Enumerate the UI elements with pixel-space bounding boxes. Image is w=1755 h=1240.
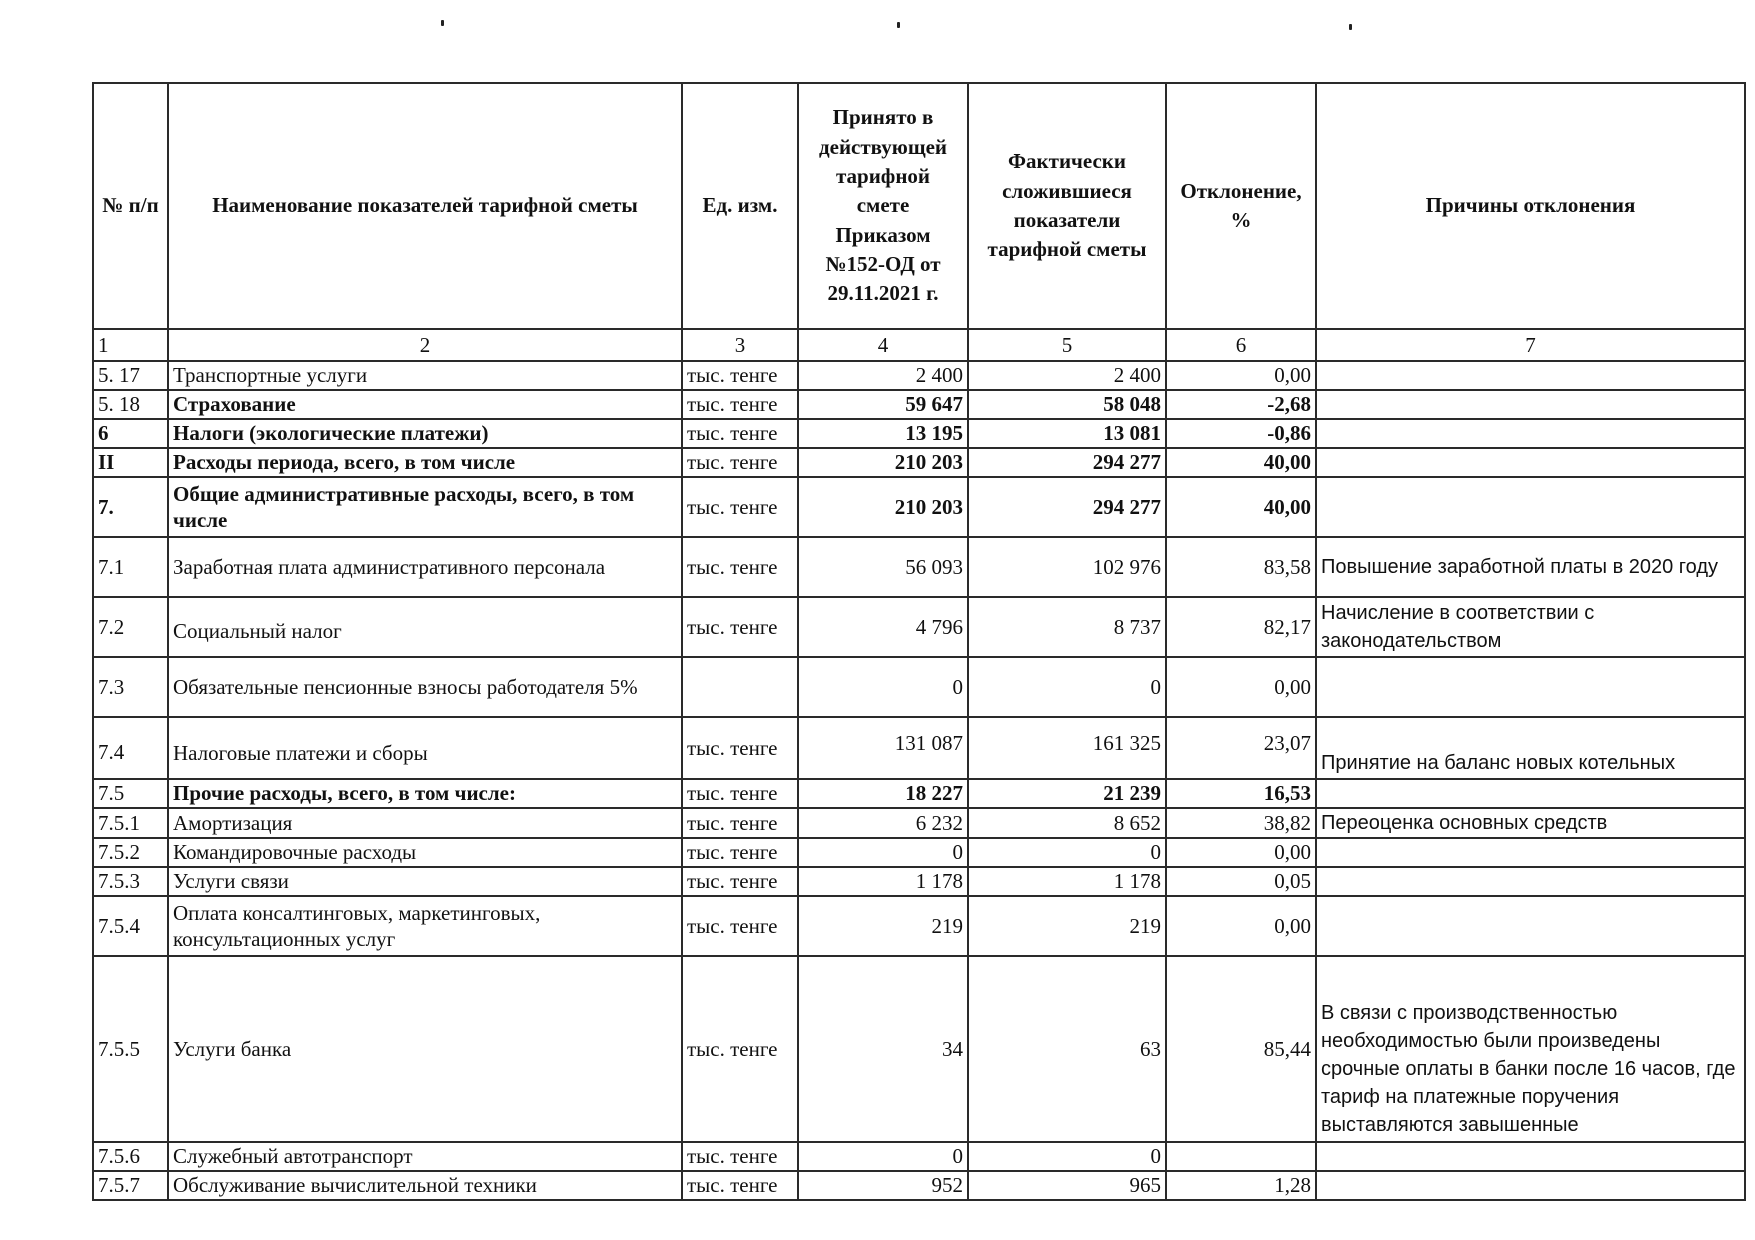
row-deviation: 23,07: [1166, 717, 1316, 779]
column-number: 7: [1316, 329, 1745, 361]
row-deviation: [1166, 1142, 1316, 1171]
row-reason: [1316, 361, 1745, 390]
row-name: Страхование: [168, 390, 682, 419]
row-code: 6: [93, 419, 168, 448]
row-deviation: 16,53: [1166, 779, 1316, 808]
row-planned: 210 203: [798, 477, 968, 537]
row-deviation: 1,28: [1166, 1171, 1316, 1200]
table-row: [93, 390, 1745, 419]
row-name: Налоги (экологические платежи): [168, 419, 682, 448]
table-row: [93, 597, 1745, 657]
row-planned: 18 227: [798, 779, 968, 808]
row-actual: 294 277: [968, 448, 1166, 477]
row-name: Услуги связи: [168, 867, 682, 896]
row-name: Услуги банка: [168, 956, 682, 1142]
row-actual: 1 178: [968, 867, 1166, 896]
row-unit: тыс. тенге: [682, 717, 798, 779]
column-number: 6: [1166, 329, 1316, 361]
row-reason: Переоценка основных средств: [1316, 808, 1745, 838]
table-row: [93, 448, 1745, 477]
row-deviation: 0,00: [1166, 657, 1316, 717]
row-unit: тыс. тенге: [682, 779, 798, 808]
header-deviation-line: Отклонение,: [1180, 178, 1302, 203]
table-row: [93, 867, 1745, 896]
row-reason: [1316, 896, 1745, 956]
row-deviation: 38,82: [1166, 808, 1316, 838]
row-name: Оплата консалтинговых, маркетинговых, консультационных услуг: [168, 896, 682, 956]
row-actual: 58 048: [968, 390, 1166, 419]
row-deviation: 83,58: [1166, 537, 1316, 597]
row-reason: В связи с производственностью необходимостью были произведены срочные оплаты в банки после 16 часов, где тариф на платежные поручения выставляются завышенные: [1316, 956, 1745, 1142]
row-unit: тыс. тенге: [682, 956, 798, 1142]
row-actual: 219: [968, 896, 1166, 956]
row-actual: 102 976: [968, 537, 1166, 597]
row-code: 7.5.6: [93, 1142, 168, 1171]
row-actual: 0: [968, 1142, 1166, 1171]
header-reason: Причины отклонения: [1316, 83, 1745, 329]
row-deviation: 40,00: [1166, 448, 1316, 477]
column-number: 3: [682, 329, 798, 361]
row-name: Обязательные пенсионные взносы работодателя 5%: [168, 657, 682, 717]
row-deviation: 0,00: [1166, 896, 1316, 956]
row-name: Служебный автотранспорт: [168, 1142, 682, 1171]
row-name: Социальный налог: [168, 597, 682, 657]
row-actual: 8 652: [968, 808, 1166, 838]
row-code: 5. 18: [93, 390, 168, 419]
row-unit: тыс. тенге: [682, 867, 798, 896]
row-planned: 59 647: [798, 390, 968, 419]
row-actual: 63: [968, 956, 1166, 1142]
row-deviation: 0,05: [1166, 867, 1316, 896]
row-deviation: 0,00: [1166, 361, 1316, 390]
header-planned-line: смете: [856, 193, 910, 218]
row-actual: 161 325: [968, 717, 1166, 779]
column-number: 1: [93, 329, 168, 361]
header-planned-line: 29.11.2021 г.: [827, 281, 939, 306]
row-reason: [1316, 657, 1745, 717]
row-actual: 21 239: [968, 779, 1166, 808]
row-planned: 210 203: [798, 448, 968, 477]
row-reason: [1316, 867, 1745, 896]
row-name: Транспортные услуги: [168, 361, 682, 390]
row-reason: [1316, 779, 1745, 808]
row-actual: 294 277: [968, 477, 1166, 537]
header-no: № п/п: [93, 83, 168, 329]
header-actual-line: тарифной сметы: [987, 237, 1147, 262]
row-planned: 219: [798, 896, 968, 956]
header-actual-line: сложившиеся: [1002, 178, 1132, 203]
row-actual: 0: [968, 838, 1166, 867]
header-planned-line: Принято в: [832, 105, 934, 130]
row-reason: [1316, 419, 1745, 448]
row-code: 7.5.3: [93, 867, 168, 896]
row-code: 7.5.7: [93, 1171, 168, 1200]
row-name: Амортизация: [168, 808, 682, 838]
row-planned: 4 796: [798, 597, 968, 657]
row-planned: 0: [798, 1142, 968, 1171]
row-reason: [1316, 838, 1745, 867]
row-planned: 952: [798, 1171, 968, 1200]
table-row: [93, 808, 1745, 838]
header-deviation: [1166, 83, 1316, 329]
table-row: [93, 717, 1745, 779]
header-deviation-line: %: [1230, 208, 1252, 232]
row-planned: 6 232: [798, 808, 968, 838]
row-reason: Принятие на баланс новых котельных: [1316, 717, 1745, 779]
row-deviation: -0,86: [1166, 419, 1316, 448]
row-code: 7.1: [93, 537, 168, 597]
row-planned: 1 178: [798, 867, 968, 896]
row-unit: тыс. тенге: [682, 838, 798, 867]
row-deviation: 40,00: [1166, 477, 1316, 537]
row-deviation: 85,44: [1166, 956, 1316, 1142]
row-planned: 0: [798, 657, 968, 717]
row-code: 7.5.2: [93, 838, 168, 867]
table-row: [93, 956, 1745, 1142]
row-planned: 2 400: [798, 361, 968, 390]
row-reason: Начисление в соответствии с законодательством: [1316, 597, 1745, 657]
header-name: Наименование показателей тарифной сметы: [168, 83, 682, 329]
row-unit: тыс. тенге: [682, 808, 798, 838]
column-number-row: [93, 329, 1745, 361]
header-planned: [798, 83, 968, 329]
column-number: 2: [168, 329, 682, 361]
table-row: [93, 779, 1745, 808]
header-planned-line: тарифной: [835, 163, 931, 188]
row-actual: 965: [968, 1171, 1166, 1200]
row-unit: тыс. тенге: [682, 390, 798, 419]
header-actual-line: Фактически: [1008, 149, 1126, 174]
row-code: 7.3: [93, 657, 168, 717]
table-row: [93, 477, 1745, 537]
row-planned: 56 093: [798, 537, 968, 597]
row-code: 7.4: [93, 717, 168, 779]
row-unit: тыс. тенге: [682, 448, 798, 477]
scan-mark: [1349, 24, 1352, 30]
row-code: 5. 17: [93, 361, 168, 390]
header-actual-line: показатели: [1013, 208, 1121, 232]
row-unit: тыс. тенге: [682, 361, 798, 390]
header-row: [93, 83, 1745, 329]
row-reason: Повышение заработной платы в 2020 году: [1316, 537, 1745, 597]
row-actual: 13 081: [968, 419, 1166, 448]
row-actual: 8 737: [968, 597, 1166, 657]
row-name: Расходы периода, всего, в том числе: [168, 448, 682, 477]
row-planned: 13 195: [798, 419, 968, 448]
row-name: Общие административные расходы, всего, в том числе: [168, 477, 682, 537]
header-unit: Ед. изм.: [682, 83, 798, 329]
row-reason: [1316, 390, 1745, 419]
row-name: Командировочные расходы: [168, 838, 682, 867]
table-row: [93, 419, 1745, 448]
table-row: [93, 537, 1745, 597]
row-name: Прочие расходы, всего, в том числе:: [168, 779, 682, 808]
row-code: 7.: [93, 477, 168, 537]
row-planned: 34: [798, 956, 968, 1142]
row-unit: тыс. тенге: [682, 419, 798, 448]
column-number: 4: [798, 329, 968, 361]
row-actual: 0: [968, 657, 1166, 717]
row-unit: тыс. тенге: [682, 1171, 798, 1200]
scan-mark: [897, 22, 900, 28]
row-code: 7.2: [93, 597, 168, 657]
row-code: 7.5.4: [93, 896, 168, 956]
row-code: 7.5.5: [93, 956, 168, 1142]
row-actual: 2 400: [968, 361, 1166, 390]
row-planned: 0: [798, 838, 968, 867]
row-name: Заработная плата административного персонала: [168, 537, 682, 597]
row-reason: [1316, 1142, 1745, 1171]
row-code: II: [93, 448, 168, 477]
row-name: Обслуживание вычислительной техники: [168, 1171, 682, 1200]
row-reason: [1316, 477, 1745, 537]
tariff-estimate-table: [92, 82, 1746, 1201]
table-row: [93, 896, 1745, 956]
row-deviation: 82,17: [1166, 597, 1316, 657]
header-planned-line: №152-ОД от: [825, 252, 941, 277]
table-row: [93, 838, 1745, 867]
row-code: 7.5: [93, 779, 168, 808]
header-planned-line: действующей: [819, 134, 947, 159]
row-unit: тыс. тенге: [682, 1142, 798, 1171]
row-unit: тыс. тенге: [682, 597, 798, 657]
row-deviation: -2,68: [1166, 390, 1316, 419]
header-planned-line: Приказом: [835, 222, 931, 247]
scan-mark: [441, 20, 444, 26]
row-name: Налоговые платежи и сборы: [168, 717, 682, 779]
row-reason: [1316, 1171, 1745, 1200]
table-row: [93, 1142, 1745, 1171]
row-unit: тыс. тенге: [682, 537, 798, 597]
table-row: [93, 657, 1745, 717]
row-unit: тыс. тенге: [682, 896, 798, 956]
column-number: 5: [968, 329, 1166, 361]
row-deviation: 0,00: [1166, 838, 1316, 867]
row-unit: тыс. тенге: [682, 477, 798, 537]
row-unit: [682, 657, 798, 717]
table-row: [93, 1171, 1745, 1200]
row-code: 7.5.1: [93, 808, 168, 838]
tariff-estimate-sheet: [92, 82, 1744, 1201]
row-planned: 131 087: [798, 717, 968, 779]
header-actual: [968, 83, 1166, 329]
table-row: [93, 361, 1745, 390]
row-reason: [1316, 448, 1745, 477]
